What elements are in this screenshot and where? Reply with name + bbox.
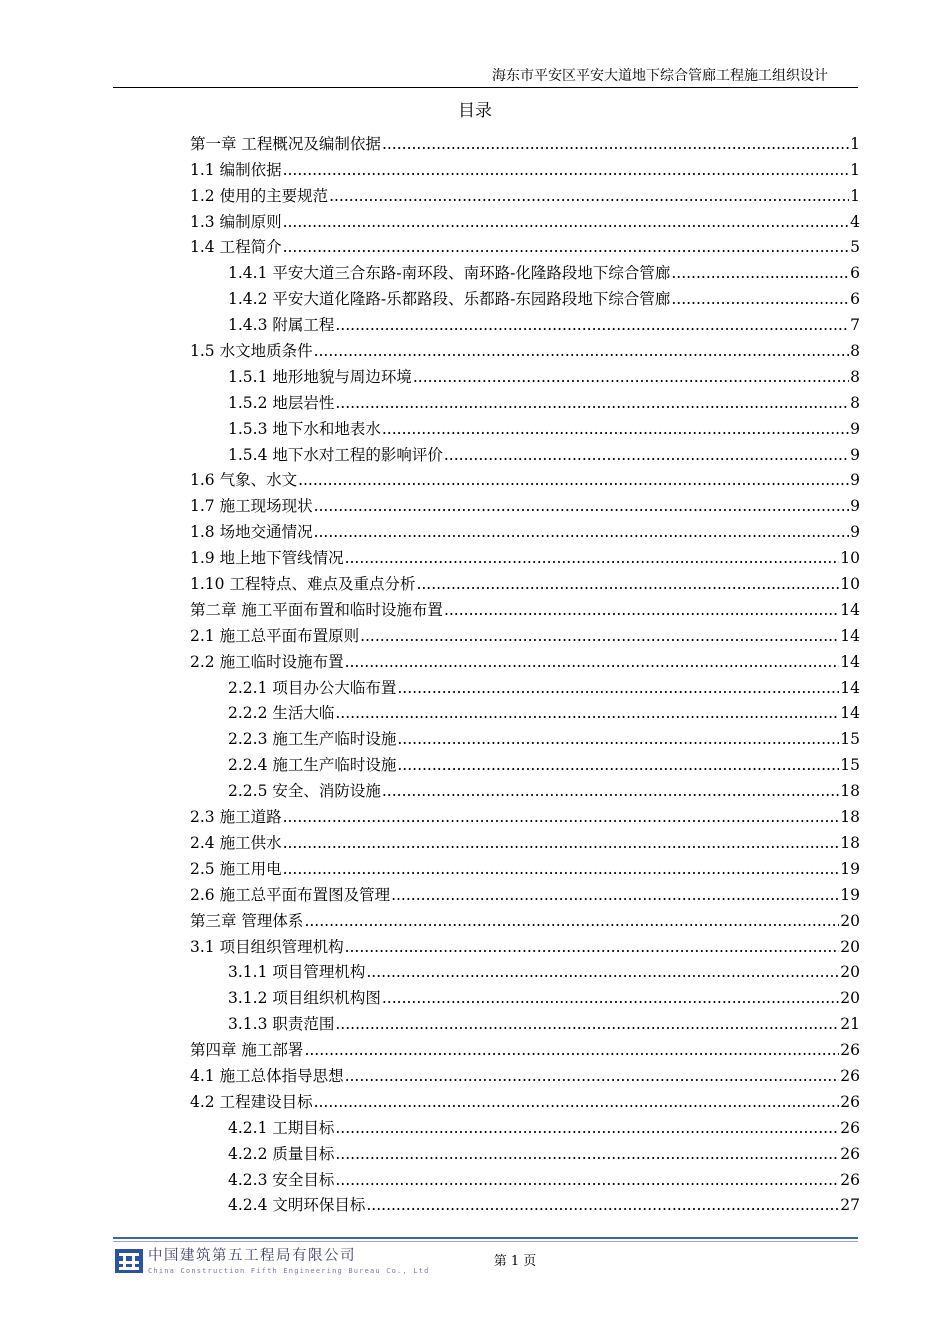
toc-leader-dots <box>345 937 840 957</box>
toc-entry-label: 1.5.1 地形地貌与周边环境 <box>228 367 412 386</box>
toc-leader-dots <box>283 807 840 827</box>
header-title: 海东市平安区平安大道地下综合管廊工程施工组织设计 <box>492 68 828 84</box>
toc-leader-dots <box>360 626 839 646</box>
toc-entry-page: 4 <box>850 212 860 231</box>
toc-leader-dots <box>397 678 839 698</box>
toc-entry-page: 18 <box>840 833 860 852</box>
toc-entry-page: 6 <box>850 264 860 283</box>
toc-entry-label: 1.5.2 地层岩性 <box>228 393 335 412</box>
toc-entry-label: 2.2.3 施工生产临时设施 <box>228 730 397 749</box>
toc-entry[interactable] <box>190 180 860 206</box>
toc-entry[interactable] <box>190 568 860 594</box>
toc-entry-label: 4.1 施工总体指导思想 <box>190 1066 344 1085</box>
toc-entry-page: 27 <box>840 1196 860 1215</box>
toc-entry[interactable] <box>190 413 860 439</box>
toc-entry-page: 26 <box>840 1092 860 1111</box>
toc-entry[interactable] <box>190 128 860 154</box>
toc-entry[interactable] <box>190 439 860 465</box>
toc-entry-label: 2.2.2 生活大临 <box>228 704 335 723</box>
toc-entry-page: 18 <box>840 808 860 827</box>
toc-leader-dots <box>298 470 849 490</box>
toc-entry-page: 14 <box>840 626 860 645</box>
toc-entry-label: 2.4 施工供水 <box>190 833 282 852</box>
toc-entry-page: 9 <box>850 419 860 438</box>
toc-entry[interactable] <box>190 283 860 309</box>
toc-leader-dots <box>382 134 849 154</box>
toc-entry-label: 2.2.1 项目办公大临布置 <box>228 678 397 697</box>
toc-entry-label: 1.5.4 地下水对工程的影响评价 <box>228 445 443 464</box>
toc-entry-page: 14 <box>840 678 860 697</box>
toc-leader-dots <box>283 212 850 232</box>
toc-entry-label: 3.1.2 项目组织机构图 <box>228 989 381 1008</box>
toc-leader-dots <box>397 755 839 775</box>
toc-entry[interactable] <box>190 1060 860 1086</box>
toc-entry-label: 2.1 施工总平面布置原则 <box>190 626 360 645</box>
toc-entry[interactable] <box>190 905 860 931</box>
toc-leader-dots <box>413 367 849 387</box>
toc-leader-dots <box>671 263 849 283</box>
toc-entry[interactable] <box>190 1164 860 1190</box>
toc-entry-label: 1.4 工程简介 <box>190 238 282 257</box>
toc-entry[interactable] <box>190 853 860 879</box>
toc-entry-page: 20 <box>840 937 860 956</box>
toc-entry-label: 1.7 施工现场现状 <box>190 497 313 516</box>
toc-entry-label: 1.6 气象、水文 <box>190 471 298 490</box>
toc-entry-page: 6 <box>850 290 860 309</box>
toc-leader-dots <box>335 1118 839 1138</box>
toc-entry[interactable] <box>190 309 860 335</box>
toc-leader-dots <box>314 341 850 361</box>
toc-entry-label: 3.1.1 项目管理机构 <box>228 963 366 982</box>
toc-entry[interactable] <box>190 542 860 568</box>
toc-entry-label: 2.2 施工临时设施布置 <box>190 652 344 671</box>
toc-entry-label: 1.2 使用的主要规范 <box>190 186 329 205</box>
toc-leader-dots <box>335 1014 839 1034</box>
toc-entry-label: 2.5 施工用电 <box>190 859 282 878</box>
toc-entry-page: 20 <box>840 989 860 1008</box>
toc-entry[interactable] <box>190 801 860 827</box>
toc-leader-dots <box>382 419 849 439</box>
toc-leader-dots <box>283 237 850 257</box>
toc-entry-label: 4.2.4 文明环保目标 <box>228 1196 366 1215</box>
toc-leader-dots <box>345 548 840 568</box>
toc-entry[interactable] <box>190 335 860 361</box>
toc-leader-dots <box>335 1144 839 1164</box>
toc-leader-dots <box>304 911 839 931</box>
toc-leader-dots <box>444 600 839 620</box>
toc-entry[interactable] <box>190 1138 860 1164</box>
toc-leader-dots <box>335 703 839 723</box>
toc-entry-page: 10 <box>840 575 860 594</box>
toc-entry-page: 14 <box>840 652 860 671</box>
toc-entry[interactable] <box>190 257 860 283</box>
toc-entry-page: 14 <box>840 600 860 619</box>
toc-entry-page: 20 <box>840 963 860 982</box>
toc-entry-label: 1.1 编制依据 <box>190 160 282 179</box>
toc-entry-label: 3.1 项目组织管理机构 <box>190 937 344 956</box>
toc-entry-page: 18 <box>840 782 860 801</box>
toc-entry-label: 1.4.2 平安大道化隆路-乐都路段、乐都路-东园路段地下综合管廊 <box>228 290 671 309</box>
toc-entry-page: 9 <box>850 471 860 490</box>
toc-entry-page: 26 <box>840 1041 860 1060</box>
toc-entry-label: 第二章 施工平面布置和临时设施布置 <box>190 600 443 619</box>
toc-entry-page: 8 <box>850 367 860 386</box>
toc-leader-dots <box>283 859 840 879</box>
toc-entry[interactable] <box>190 827 860 853</box>
toc-entry[interactable] <box>190 1190 860 1216</box>
toc-leader-dots <box>444 445 849 465</box>
toc-leader-dots <box>391 885 839 905</box>
toc-entry-label: 第四章 施工部署 <box>190 1041 304 1060</box>
company-name-en: China Construction Fifth Engineering Bureau Co., Ltd <box>148 1267 430 1275</box>
toc-entry-page: 21 <box>840 1015 860 1034</box>
toc-entry-label: 4.2 工程建设目标 <box>190 1092 313 1111</box>
toc-entry[interactable] <box>190 1034 860 1060</box>
toc-entry[interactable] <box>190 516 860 542</box>
toc-entry[interactable] <box>190 594 860 620</box>
company-name-cn: 中国建筑第五工程局有限公司 <box>148 1248 356 1264</box>
toc-leader-dots <box>366 1195 839 1215</box>
toc-entry[interactable] <box>190 1086 860 1112</box>
toc-entry[interactable] <box>190 232 860 258</box>
toc-entry-label: 4.2.1 工期目标 <box>228 1118 335 1137</box>
toc-leader-dots <box>314 1092 840 1112</box>
toc-entry-page: 26 <box>840 1118 860 1137</box>
toc-entry-page: 8 <box>850 393 860 412</box>
toc-entry-page: 14 <box>840 704 860 723</box>
table-of-contents <box>190 128 860 1215</box>
toc-leader-dots <box>416 574 839 594</box>
footer-divider <box>113 1237 858 1242</box>
toc-entry-page: 8 <box>850 342 860 361</box>
toc-entry-label: 1.5 水文地质条件 <box>190 342 313 361</box>
toc-leader-dots <box>366 962 839 982</box>
toc-entry-page: 15 <box>840 756 860 775</box>
toc-entry[interactable] <box>190 723 860 749</box>
toc-entry[interactable] <box>190 465 860 491</box>
toc-leader-dots <box>382 988 839 1008</box>
toc-leader-dots <box>345 1066 840 1086</box>
toc-entry[interactable] <box>190 775 860 801</box>
toc-entry[interactable] <box>190 672 860 698</box>
toc-entry-label: 2.2.5 安全、消防设施 <box>228 782 381 801</box>
toc-entry-page: 20 <box>840 911 860 930</box>
toc-entry-label: 1.9 地上地下管线情况 <box>190 549 344 568</box>
toc-entry[interactable] <box>190 982 860 1008</box>
toc-entry-page: 9 <box>850 497 860 516</box>
toc-entry-page: 15 <box>840 730 860 749</box>
toc-entry-label: 第一章 工程概况及编制依据 <box>190 134 381 153</box>
toc-entry-label: 第三章 管理体系 <box>190 911 304 930</box>
toc-entry-label: 1.5.3 地下水和地表水 <box>228 419 381 438</box>
toc-leader-dots <box>335 1170 839 1190</box>
toc-leader-dots <box>304 1040 839 1060</box>
toc-leader-dots <box>335 315 849 335</box>
toc-entry[interactable] <box>190 387 860 413</box>
toc-entry[interactable] <box>190 620 860 646</box>
toc-entry-page: 1 <box>850 186 860 205</box>
toc-entry-label: 3.1.3 职责范围 <box>228 1015 335 1034</box>
toc-entry-label: 4.2.2 质量目标 <box>228 1144 335 1163</box>
toc-entry-page: 19 <box>840 859 860 878</box>
toc-entry-page: 1 <box>850 160 860 179</box>
toc-leader-dots <box>329 186 849 206</box>
toc-entry-page: 26 <box>840 1066 860 1085</box>
page-header <box>113 66 858 88</box>
toc-entry-page: 26 <box>840 1170 860 1189</box>
toc-entry[interactable] <box>190 1008 860 1034</box>
toc-entry-label: 1.4.3 附属工程 <box>228 316 335 335</box>
toc-entry-label: 2.2.4 施工生产临时设施 <box>228 756 397 775</box>
toc-entry-label: 4.2.3 安全目标 <box>228 1170 335 1189</box>
toc-entry-page: 9 <box>850 445 860 464</box>
toc-leader-dots <box>314 522 850 542</box>
toc-entry-page: 19 <box>840 885 860 904</box>
toc-entry[interactable] <box>190 1112 860 1138</box>
toc-entry-page: 7 <box>850 316 860 335</box>
toc-entry[interactable] <box>190 879 860 905</box>
toc-entry[interactable] <box>190 206 860 232</box>
toc-entry-label: 2.6 施工总平面布置图及管理 <box>190 885 391 904</box>
toc-leader-dots <box>283 833 840 853</box>
toc-entry[interactable] <box>190 698 860 724</box>
toc-entry-page: 10 <box>840 549 860 568</box>
toc-entry[interactable] <box>190 646 860 672</box>
toc-entry[interactable] <box>190 154 860 180</box>
toc-leader-dots <box>397 729 839 749</box>
toc-leader-dots <box>335 393 849 413</box>
toc-entry-page: 1 <box>850 134 860 153</box>
toc-entry-label: 1.8 场地交通情况 <box>190 523 313 542</box>
toc-entry-label: 1.3 编制原则 <box>190 212 282 231</box>
toc-leader-dots <box>345 652 840 672</box>
toc-entry[interactable] <box>190 749 860 775</box>
toc-entry-page: 9 <box>850 523 860 542</box>
toc-entry-label: 1.10 工程特点、难点及重点分析 <box>190 575 416 594</box>
toc-entry[interactable] <box>190 931 860 957</box>
toc-title: 目录 <box>458 101 492 121</box>
toc-entry-page: 5 <box>850 238 860 257</box>
toc-entry[interactable] <box>190 490 860 516</box>
toc-entry-page: 26 <box>840 1144 860 1163</box>
toc-leader-dots <box>314 496 850 516</box>
toc-entry[interactable] <box>190 361 860 387</box>
toc-entry[interactable] <box>190 957 860 983</box>
toc-leader-dots <box>382 781 839 801</box>
toc-entry-label: 1.4.1 平安大道三合东路-南环段、南环路-化隆路段地下综合管廊 <box>228 264 671 283</box>
toc-leader-dots <box>283 160 850 180</box>
toc-entry-label: 2.3 施工道路 <box>190 808 282 827</box>
toc-leader-dots <box>671 289 849 309</box>
page-number: 第 1 页 <box>493 1254 537 1269</box>
